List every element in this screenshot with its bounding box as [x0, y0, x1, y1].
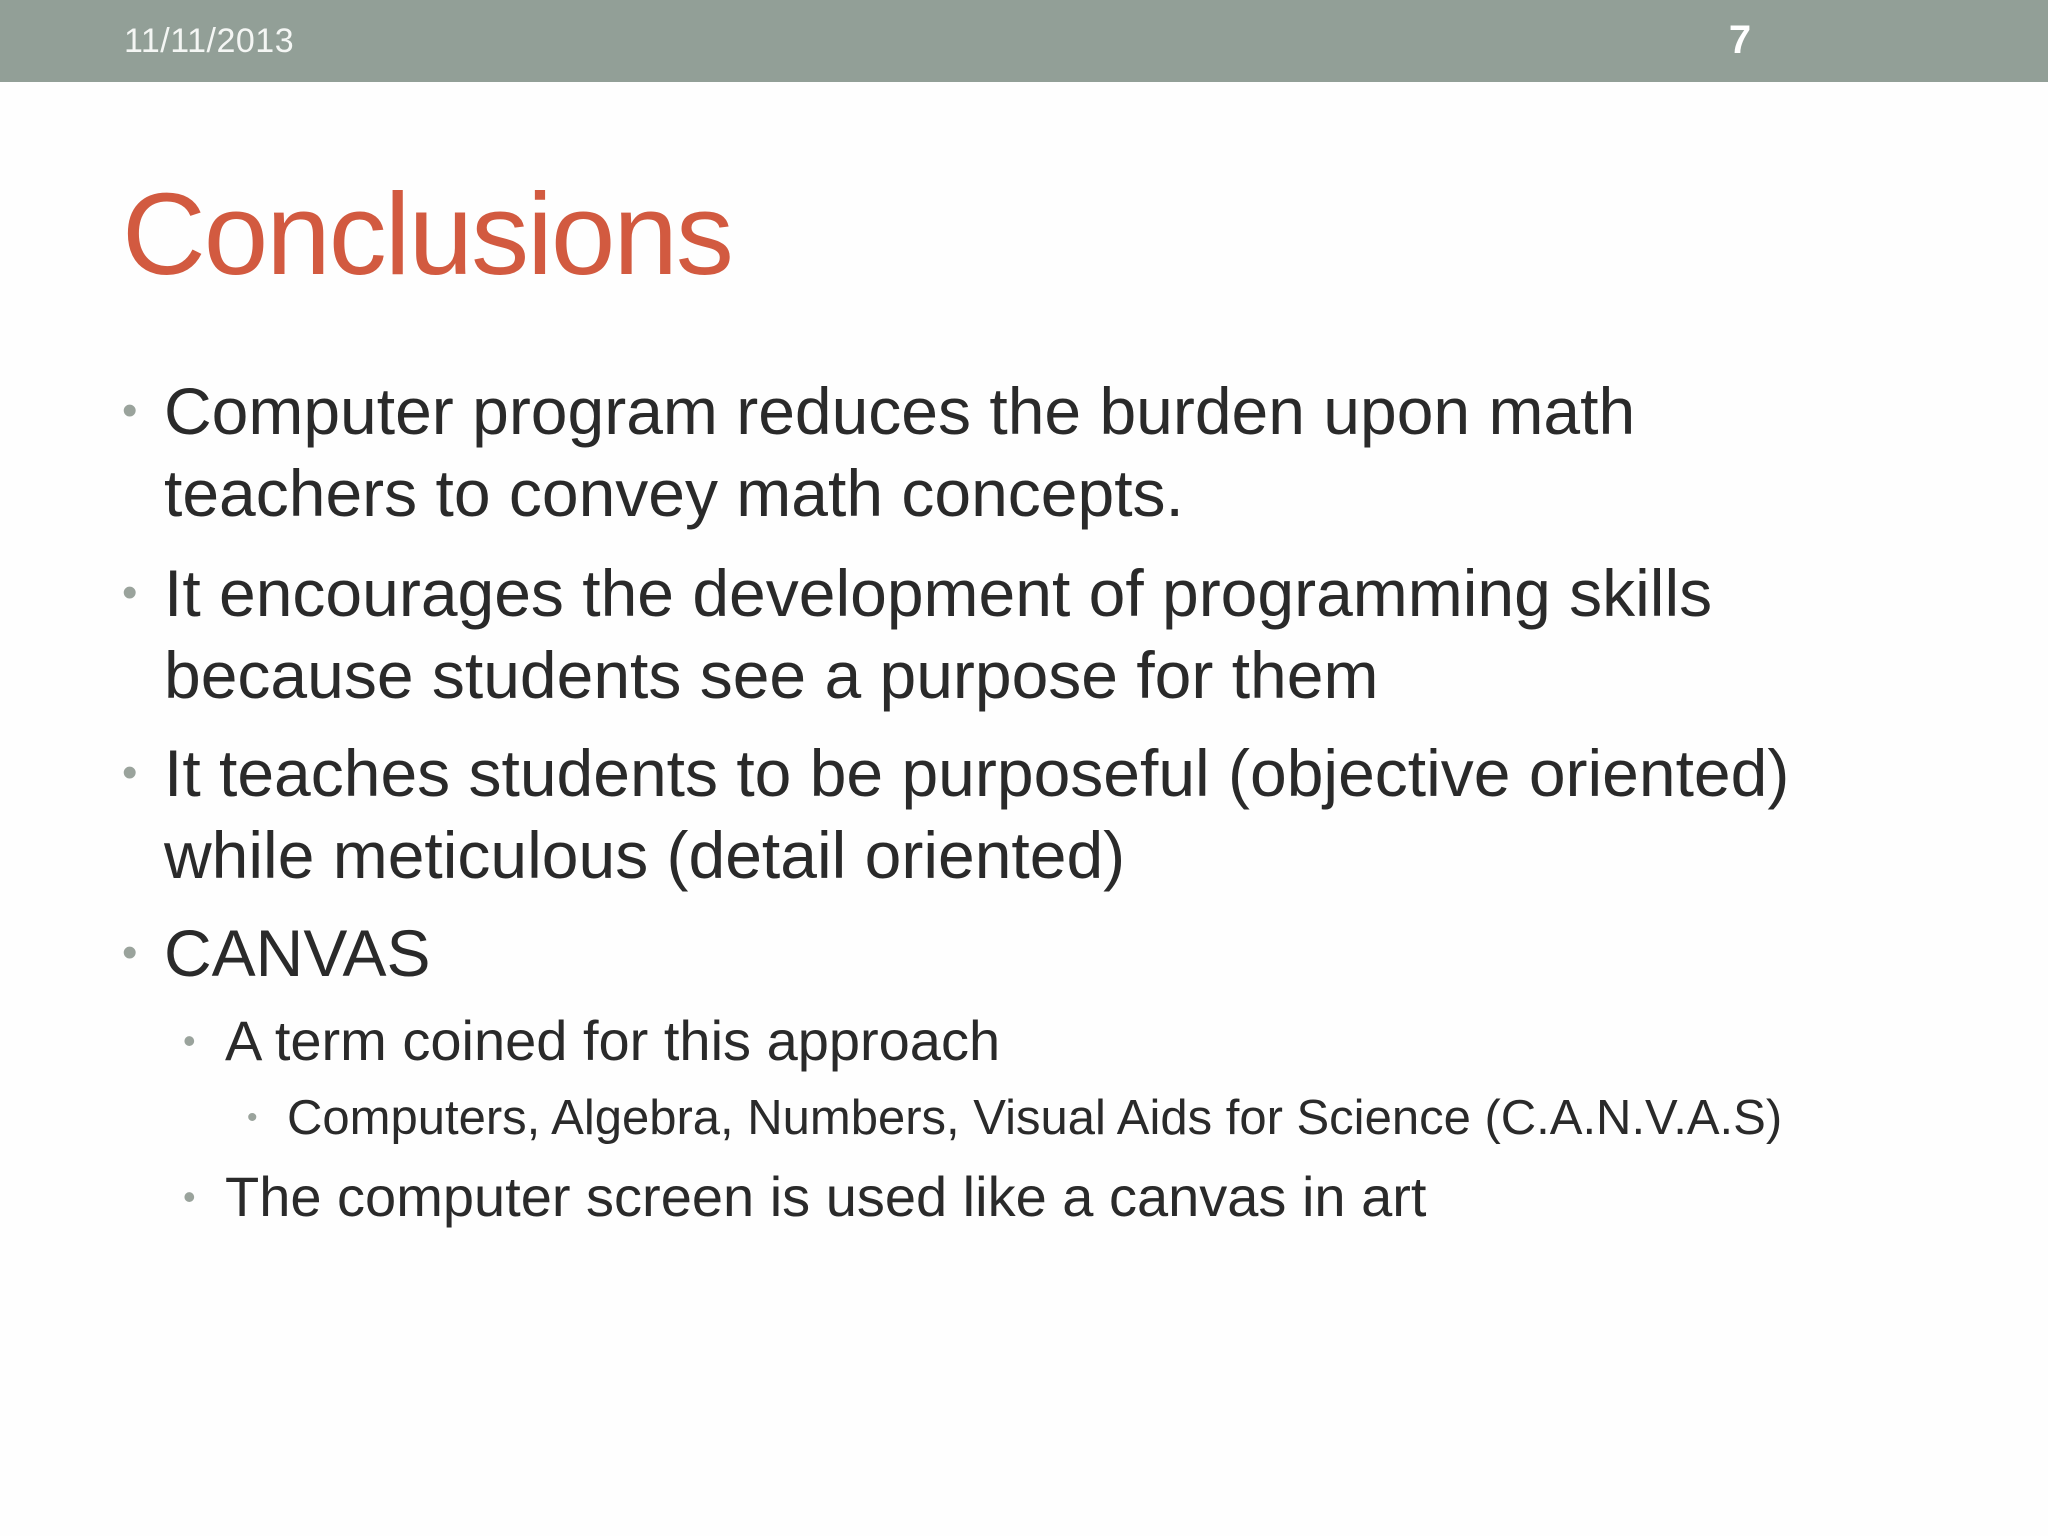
bullet-item — [122, 732, 1790, 896]
bullet-text-line: Computer program reduces the burden upon math — [164, 374, 1636, 448]
bullet-item — [122, 370, 1636, 534]
bullet-text-line: It teaches students to be purposeful (objective oriented) — [164, 736, 1790, 810]
bullet-text-line: while meticulous (detail oriented) — [164, 818, 1126, 892]
bullet-dot-icon: • — [183, 1020, 196, 1061]
bullet-text-line: because students see a purpose for them — [164, 638, 1379, 712]
bullet-item — [122, 552, 1713, 716]
bullet-dot-icon: • — [183, 1176, 196, 1217]
bullet-text-line: Computers, Algebra, Numbers, Visual Aids for Science (C.A.N.V.A.S) — [287, 1091, 1783, 1145]
bullet-text-line: teachers to convey math concepts. — [164, 456, 1184, 530]
bullet-dot-icon: • — [122, 748, 138, 797]
sub-bullet-item — [183, 1162, 1427, 1232]
bullet-text-line: The computer screen is used like a canvas in art — [225, 1165, 1427, 1228]
bullet-dot-icon: • — [122, 386, 138, 435]
slide-title: Conclusions — [122, 169, 732, 299]
sub-bullet-item — [183, 1006, 1001, 1076]
header-bar — [0, 0, 2048, 82]
bullet-dot-icon: • — [122, 568, 138, 617]
bullet-text-line: CANVAS — [164, 916, 431, 990]
bullet-dot-icon: • — [122, 928, 138, 977]
sub-sub-bullet-item — [247, 1087, 1783, 1149]
slide-date: 11/11/2013 — [124, 22, 295, 60]
bullet-dot-icon: • — [247, 1101, 258, 1134]
bullet-text-line: It encourages the development of programming skills — [164, 556, 1713, 630]
slide-page-number: 7 — [1728, 18, 1752, 62]
bullet-item — [122, 912, 431, 994]
bullet-text-line: A term coined for this approach — [225, 1009, 1001, 1072]
